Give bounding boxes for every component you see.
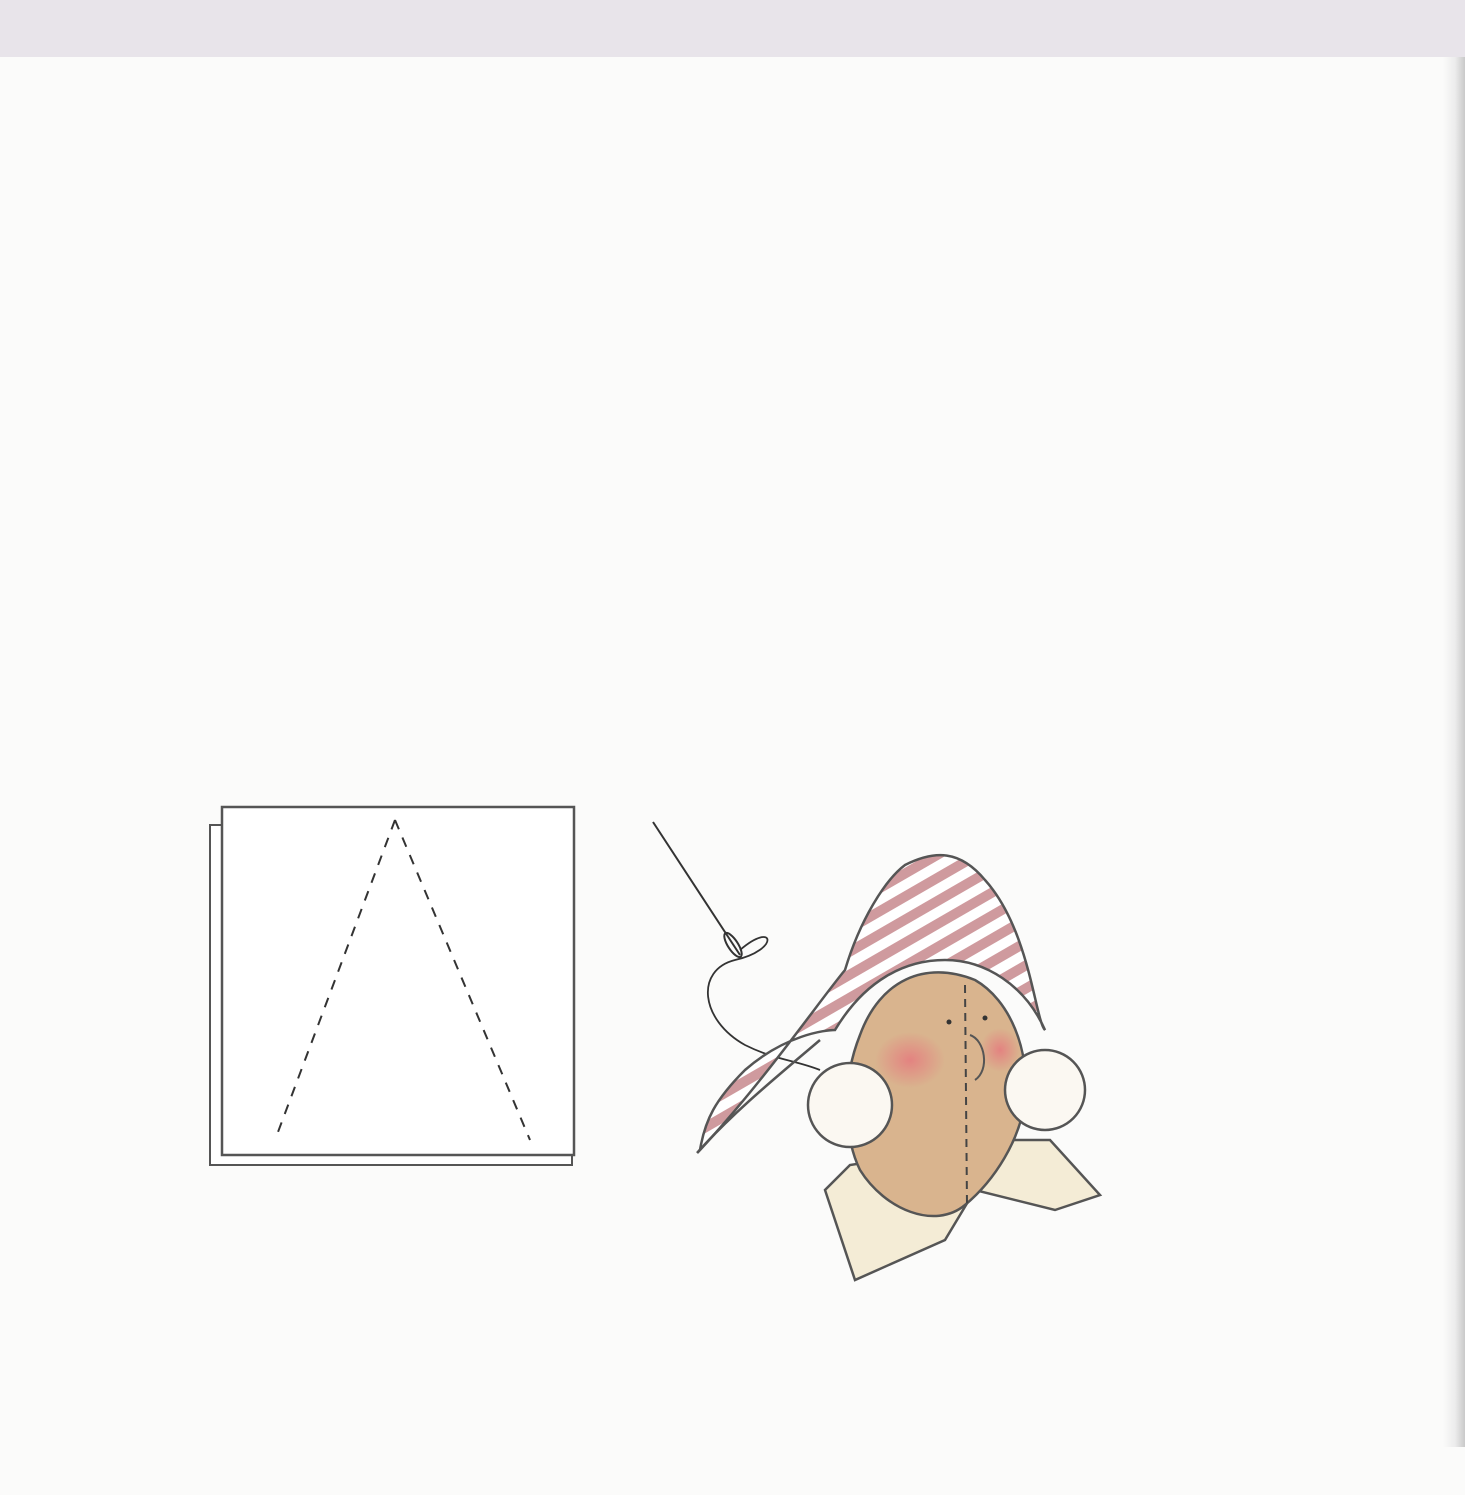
needle-icon [653, 822, 820, 1070]
hair-puff-right [1005, 1050, 1085, 1130]
bottom-scallop-band [0, 1447, 1465, 1495]
figure-r-gnome-head [645, 810, 1115, 1320]
top-decorative-band [0, 0, 1465, 57]
fabric-front-layer [222, 807, 574, 1155]
figure-q-striped-fabric [200, 795, 590, 1175]
page-edge-shadow [1443, 57, 1465, 1447]
hair-puff-left [808, 1063, 892, 1147]
